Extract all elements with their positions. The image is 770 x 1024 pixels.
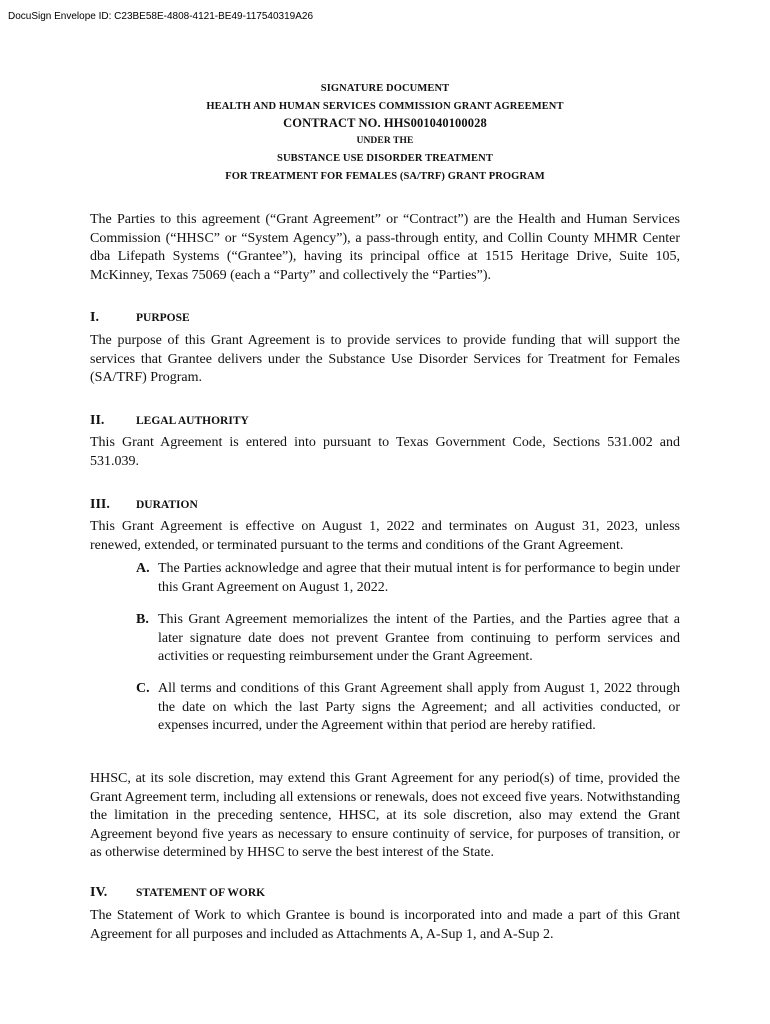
title-contract-number: CONTRACT NO. HHS001040100028 bbox=[283, 116, 487, 130]
duration-closing-paragraph: HHSC, at its sole discretion, may extend this Grant Agreement for any period(s) of time, provided the Grant Agreement term, including all extensions or renewals, does not exceed five years. Notwithstanding the limitation in the preceding sentence, HHSC, at its sole discretion, also may extend the Grant Agreement beyond five years as necessary to ensure continuity of service, for purposes of transition, or as otherwise determined by HHSC to serve the best interest of the State. bbox=[90, 771, 680, 860]
item-label: A. bbox=[136, 561, 150, 576]
section-body-purpose: The purpose of this Grant Agreement is to provide services to provide funding that will support the services that Grantee delivers under the Substance Use Disorder Services for Treatment for Females (SA/TRF) Program. bbox=[90, 333, 680, 385]
section-title: STATEMENT OF WORK bbox=[136, 887, 266, 899]
duration-item-c bbox=[136, 680, 680, 736]
section-heading-purpose bbox=[90, 310, 190, 326]
section-number: III. bbox=[90, 497, 110, 512]
section-body-statement-of-work: The Statement of Work to which Grantee is bound is incorporated into and made a part of this Grant Agreement for all purposes and included as Attachments A, A-Sup 1, and A-Sup 2. bbox=[90, 908, 680, 942]
section-number: II. bbox=[90, 413, 105, 428]
item-label: C. bbox=[136, 681, 150, 696]
section-title: DURATION bbox=[136, 499, 198, 511]
section-heading-duration bbox=[90, 497, 198, 513]
title-program-line2: FOR TREATMENT FOR FEMALES (SA/TRF) GRANT PROGRAM bbox=[225, 170, 545, 182]
intro-paragraph: The Parties to this agreement (“Grant Agreement” or “Contract”) are the Health and Human Services Commission (“HHSC” or “System Agency”), a pass-through entity, and Collin County MHMR Center dba Lifepath Systems (“Grantee”), having its principal office at 1515 Heritage Drive, Suite 105, McKinney, Texas 75069 (each a “Party” and collectively the “Parties”). bbox=[90, 212, 680, 283]
section-title: LEGAL AUTHORITY bbox=[136, 415, 249, 427]
section-number: I. bbox=[90, 310, 99, 325]
title-agreement: HEALTH AND HUMAN SERVICES COMMISSION GRANT AGREEMENT bbox=[206, 100, 564, 112]
duration-item-a bbox=[136, 560, 680, 597]
item-text: The Parties acknowledge and agree that their mutual intent is for performance to begin under this Grant Agreement on August 1, 2022. bbox=[158, 561, 680, 595]
title-signature-document: SIGNATURE DOCUMENT bbox=[320, 83, 450, 94]
title-program-line1: SUBSTANCE USE DISORDER TREATMENT bbox=[277, 153, 493, 164]
document-title-block bbox=[0, 80, 770, 185]
section-heading-legal-authority bbox=[90, 413, 249, 429]
duration-item-b bbox=[136, 611, 680, 667]
item-text: All terms and conditions of this Grant Agreement shall apply from August 1, 2022 through the date on which the last Party signs the Agreement; and all activities conducted, or expenses incurred, under the Agreement within that period are hereby ratified. bbox=[158, 681, 680, 733]
title-under-the: UNDER THE bbox=[356, 135, 414, 146]
envelope-id: DocuSign Envelope ID: C23BE58E-4808-4121-BE49-117540319A26 bbox=[8, 11, 314, 22]
item-text: This Grant Agreement memorializes the intent of the Parties, and the Parties agree that a later signature date does not prevent Grantee from continuing to perform services and activities or requesting reimbursement under the Grant Agreement. bbox=[158, 612, 680, 664]
section-body-legal-authority: This Grant Agreement is entered into pursuant to Texas Government Code, Sections 531.002 and 531.039. bbox=[90, 435, 680, 469]
section-title: PURPOSE bbox=[136, 312, 190, 324]
section-heading-statement-of-work bbox=[90, 885, 265, 901]
item-label: B. bbox=[136, 612, 149, 627]
section-number: IV. bbox=[90, 885, 108, 900]
section-body-duration: This Grant Agreement is effective on August 1, 2022 and terminates on August 31, 2023, unless renewed, extended, or terminated pursuant to the terms and conditions of the Grant Agreement. bbox=[90, 519, 680, 553]
